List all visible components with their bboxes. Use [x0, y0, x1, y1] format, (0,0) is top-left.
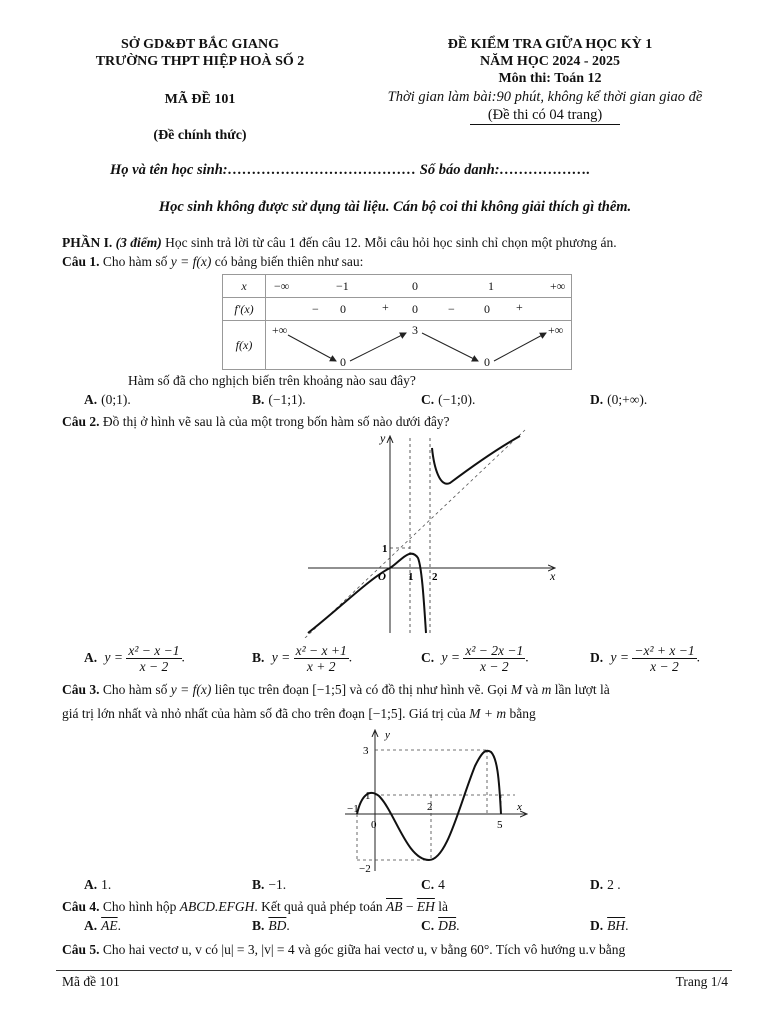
x-neg-inf: −∞ [274, 279, 290, 293]
option-lhs: y = [271, 649, 291, 665]
arrow-up-2 [494, 333, 546, 361]
option-vector: $\overline{BD}$ [268, 918, 287, 933]
asymptote-oblique [305, 430, 525, 638]
label-neg-two: −2 [359, 863, 371, 875]
f-min-1: 0 [340, 355, 346, 369]
q3-option-c[interactable] [421, 877, 445, 893]
zero-3: 0 [484, 302, 490, 316]
curve-left-branch [308, 554, 426, 633]
option-label: A. [84, 392, 98, 407]
f-pos-inf-left: +∞ [272, 323, 288, 337]
label-x-two: 2 [432, 571, 438, 583]
sign-2: + [382, 300, 389, 314]
q4-text-b: . Kết quả quả phép toán [254, 899, 383, 914]
x-pos-inf: +∞ [550, 279, 566, 293]
q1-option-b[interactable] [252, 392, 306, 408]
table-row-x [223, 275, 572, 298]
q1-option-a[interactable] [84, 392, 131, 408]
official-label: (Đề chính thức) [153, 128, 247, 143]
q3-interval-2: [−1;5] [368, 706, 403, 721]
school-dept: SỞ GD&ĐT BẮC GIANG [120, 37, 280, 52]
arrow-down-2 [422, 333, 478, 361]
option-label: A. [84, 918, 98, 933]
q4-option-c[interactable] [421, 918, 460, 934]
option-end: . [456, 918, 460, 933]
q3-stem-line1 [62, 681, 728, 699]
label-neg-one: −1 [347, 803, 359, 815]
q2-option-d[interactable] [590, 643, 700, 674]
numerator: x² − x −1 [128, 643, 180, 658]
arrow-down-1 [288, 335, 336, 361]
denominator: x − 2 [480, 659, 509, 674]
table-row-function [223, 321, 572, 370]
q3-stem-line2 [62, 705, 728, 723]
numerator: −x² + x −1 [634, 643, 695, 658]
option-label: C. [421, 392, 435, 407]
q4-option-b[interactable] [252, 918, 290, 934]
q4-label: Câu 4. [62, 899, 100, 914]
school-name: TRƯỜNG THPT HIỆP HOÀ SỐ 2 [95, 54, 305, 69]
option-vector: $\overline{BH}$ [607, 918, 626, 933]
q2-graph [300, 428, 565, 638]
q3-option-a[interactable] [84, 877, 111, 893]
q3-text-f: giá trị lớn nhất và nhỏ nhất của hàm số đã cho trên đoạn [62, 706, 365, 721]
option-fraction [632, 643, 696, 674]
function-values [266, 321, 572, 370]
q5-label: Câu 5. [62, 942, 100, 957]
option-end: . [286, 918, 290, 933]
option-label: D. [590, 649, 604, 665]
q4-minus: − [405, 899, 414, 914]
label-five: 5 [497, 819, 503, 831]
option-fraction [294, 643, 349, 674]
q4-vector-1: $\overline{AB}$ [386, 899, 403, 914]
variation-table [222, 274, 572, 370]
part1-heading [62, 234, 728, 252]
option-text: −1. [268, 877, 287, 892]
q1-text-b: có bảng biến thiên như sau: [214, 254, 364, 269]
option-label: D. [590, 877, 604, 892]
page-count: (Đề thi có 04 trang) [470, 107, 620, 125]
option-label: B. [252, 392, 265, 407]
derivative-header: f′(x) [223, 298, 266, 321]
exam-notice: Học sinh không được sử dụng tài liệu. Cán bộ coi thi không giải thích gì thêm. [158, 199, 632, 215]
q4-text-c: là [438, 899, 448, 914]
zero-1: 0 [340, 302, 346, 316]
option-vector: $\overline{AE}$ [101, 918, 118, 933]
x-one: 1 [488, 279, 494, 293]
denominator: x + 2 [306, 659, 336, 674]
q1-func: y = f(x) [170, 254, 212, 269]
q3-text-h: bằng [509, 706, 536, 721]
label-one: 1 [365, 790, 371, 802]
q2-label: Câu 2. [62, 414, 100, 429]
label-x: x [517, 801, 522, 813]
q4-option-a[interactable] [84, 918, 121, 934]
q3-interval: [−1;5] [312, 682, 347, 697]
q4-vector-2: $\overline{EH}$ [416, 899, 435, 914]
q3-text-c: và có đồ thị như hình vẽ. Gọi [349, 682, 508, 697]
option-text: (0;1). [101, 392, 131, 407]
school-year: NĂM HỌC 2024 - 2025 [480, 54, 620, 69]
option-vector: $\overline{DB}$ [438, 918, 457, 933]
option-end: . [348, 649, 353, 665]
q2-option-a[interactable] [84, 643, 185, 674]
denominator: x − 2 [139, 659, 169, 674]
option-label: C. [421, 877, 435, 892]
function-header: f(x) [223, 321, 266, 370]
denominator: x − 2 [650, 659, 679, 674]
label-zero: 0 [371, 819, 377, 831]
q3-M: M [510, 682, 523, 697]
f-max: 3 [412, 323, 418, 337]
option-text: 1. [101, 877, 112, 892]
option-label: D. [590, 392, 604, 407]
q4-box: ABCD.EFGH [179, 899, 255, 914]
label-y: y [380, 431, 386, 445]
f-min-2: 0 [484, 355, 490, 369]
option-end: . [117, 918, 121, 933]
exam-code: MÃ ĐỀ 101 [164, 92, 236, 107]
option-text: (−1;1). [268, 392, 306, 407]
option-lhs: y = [610, 649, 629, 665]
option-label: C. [421, 918, 435, 933]
q4-stem [62, 898, 728, 916]
option-end: . [696, 649, 700, 665]
label-y: y [385, 729, 390, 741]
option-label: B. [252, 649, 265, 665]
q4-text-a: Cho hình hộp [102, 899, 177, 914]
q3-graph [335, 726, 535, 876]
x-neg-one: −1 [336, 279, 349, 293]
variation-arrows [266, 321, 608, 369]
q3-m: m [541, 682, 552, 697]
label-y-one: 1 [382, 543, 388, 555]
q1-question: Hàm số đã cho nghịch biến trên khoảng nào sau đây? [128, 373, 416, 388]
sign-3: − [448, 302, 455, 316]
option-text: (−1;0). [438, 392, 476, 407]
footer-page: Trang 1/4 [675, 974, 728, 989]
q1-option-d[interactable] [590, 392, 647, 408]
subject: Môn thi: Toán 12 [498, 71, 602, 86]
q3-expr: M + m [469, 706, 507, 721]
q2-option-c[interactable] [421, 643, 529, 674]
student-id-label: Số báo danh:………………. [419, 162, 591, 178]
q5-text: Cho hai vectơ u, v có |u| = 3, |v| = 4 và góc giữa hai vectơ u, v bằng 60°. Tích vô hướng u.v bằng [102, 942, 626, 957]
label-origin: O [378, 571, 386, 583]
q3-text-a: Cho hàm số [102, 682, 168, 697]
option-label: A. [84, 649, 98, 665]
option-label: D. [590, 918, 604, 933]
q5-stem [62, 941, 728, 959]
q4-option-d[interactable] [590, 918, 629, 934]
q1-option-c[interactable] [421, 392, 475, 408]
q1-stem [62, 253, 728, 271]
label-two: 2 [427, 801, 433, 813]
label-x-one: 1 [408, 571, 414, 583]
option-text: 4 [438, 877, 445, 892]
label-x: x [550, 569, 556, 583]
numerator: x² − x +1 [295, 643, 347, 658]
option-end: . [625, 918, 629, 933]
q2-option-b[interactable] [252, 643, 352, 674]
x-values [266, 275, 572, 298]
label-three: 3 [363, 745, 369, 757]
student-name-label: Họ và tên học sinh:………………………………… [110, 162, 417, 178]
q3-func: y = f(x) [170, 682, 212, 697]
x-zero: 0 [412, 279, 418, 293]
q3-text-b: liên tục trên đoạn [214, 682, 309, 697]
option-end: . [525, 649, 529, 665]
arrow-up-1 [350, 333, 406, 361]
option-fraction [463, 643, 525, 674]
x-header: x [223, 275, 266, 298]
numerator: x² − 2x −1 [465, 643, 524, 658]
student-name-field [110, 162, 590, 179]
q3-text-e: lần lượt là [554, 682, 610, 697]
option-label: C. [421, 649, 435, 665]
option-label: A. [84, 877, 98, 892]
part1-points: (3 điểm) [115, 235, 162, 250]
part1-title: PHẦN I. [62, 235, 113, 250]
zero-2: 0 [412, 302, 418, 316]
option-label: B. [252, 918, 265, 933]
option-text: (0;+∞). [607, 392, 648, 407]
option-label: B. [252, 877, 265, 892]
exam-title: ĐỀ KIỂM TRA GIỮA HỌC KỲ 1 [447, 37, 653, 52]
sign-1: − [312, 302, 319, 316]
q3-text-g: . Giá trị của [402, 706, 466, 721]
derivative-values [266, 298, 572, 321]
time-note: Thời gian làm bài:90 phút, không kể thời gian giao đề [387, 89, 703, 105]
footer-divider [56, 970, 732, 971]
option-text: 2 . [607, 877, 621, 892]
q1-text-a: Cho hàm số [102, 254, 168, 269]
q1-label: Câu 1. [62, 254, 100, 269]
q3-option-d[interactable] [590, 877, 621, 893]
part1-instruction: Học sinh trả lời từ câu 1 đến câu 12. Mỗi câu hỏi học sinh chỉ chọn một phương án. [165, 235, 617, 250]
option-end: . [181, 649, 185, 665]
option-lhs: y = [441, 649, 460, 665]
option-fraction [126, 643, 181, 674]
table-row-derivative [223, 298, 572, 321]
footer-code: Mã đề 101 [62, 974, 120, 989]
f-pos-inf-right: +∞ [548, 323, 564, 337]
q3-text-d: và [525, 682, 539, 697]
q3-label: Câu 3. [62, 682, 100, 697]
option-lhs: y = [104, 649, 123, 665]
q3-option-b[interactable] [252, 877, 286, 893]
sign-4: + [516, 300, 523, 314]
q2-text: Đồ thị ở hình vẽ sau là của một trong bốn hàm số nào dưới đây? [102, 414, 450, 429]
